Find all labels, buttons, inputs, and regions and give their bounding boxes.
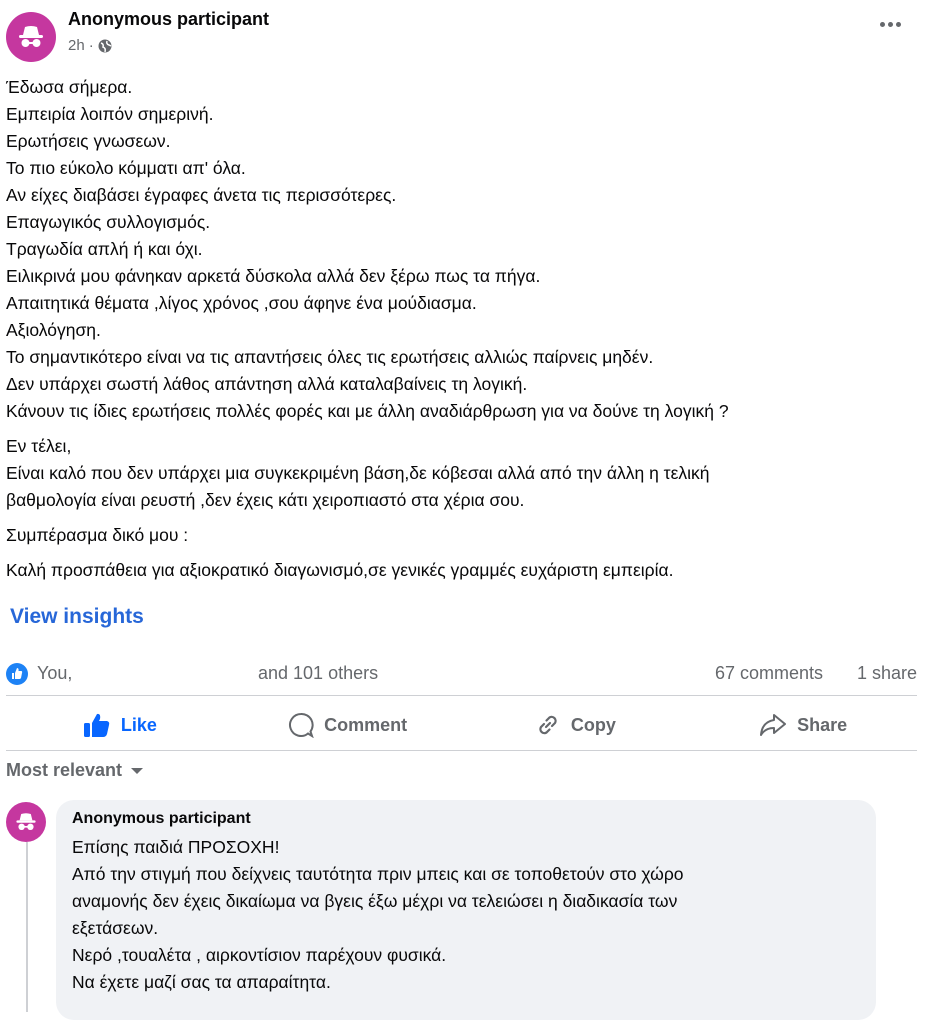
post-line: Καλή προσπάθεια για αξιοκρατικό διαγωνισμό,σε γενικές γραμμές ευχάριστη εμπειρία.: [6, 560, 674, 580]
link-icon: [535, 712, 561, 738]
like-button[interactable]: [6, 706, 234, 744]
post-meta: [68, 37, 112, 54]
comment-text: [72, 834, 860, 996]
copy-button[interactable]: [462, 706, 690, 744]
incognito-icon: [10, 806, 42, 838]
comment-bubble: [56, 800, 876, 1020]
post-line: Το σημαντικότερο είναι να τις απαντήσεις όλες τις ερωτήσεις αλλιώς παίρνεις μηδέν.: [6, 347, 654, 367]
comment-line: αναμονής δεν έχεις δικαίωμα να βγεις έξω μέχρι να τελειώσει η διαδικασία των: [72, 891, 678, 911]
post-line: Απαιτητικά θέματα ,λίγος χρόνος ,σου άφηνε ένα μούδιασμα.: [6, 293, 477, 313]
view-insights-link[interactable]: View insights: [10, 605, 144, 628]
post-author[interactable]: Anonymous participant: [68, 9, 270, 29]
post-line: Εμπειρία λοιπόν σημερινή.: [6, 104, 214, 124]
thumbs-up-icon: [83, 712, 111, 738]
post-time[interactable]: 2h: [68, 37, 85, 54]
post-actions: [6, 706, 917, 744]
more-options-icon[interactable]: [880, 22, 901, 27]
separator: ·: [88, 37, 94, 54]
post-paragraph: [6, 557, 916, 584]
reactions-others[interactable]: and 101 others: [258, 663, 379, 683]
post-line: Εν τέλει,: [6, 436, 72, 456]
post-line: Ειλικρινά μου φάνηκαν αρκετά δύσκολα αλλά δεν ξέρω πως τα πήγα.: [6, 266, 541, 286]
comment-line: Να έχετε μαζί σας τα απαραίτητα.: [72, 972, 331, 992]
comment-line: Νερό ,τουαλέτα , αιρκοντίσιον παρέχουν φυσικά.: [72, 945, 447, 965]
comment-line: Από την στιγμή που δείχνεις ταυτότητα πριν μπεις και σε τοποθετούν στο χώρο: [72, 864, 684, 884]
comment-line: Επίσης παιδιά ΠΡΟΣΟΧΗ!: [72, 837, 280, 857]
divider: [6, 750, 917, 751]
comment-author[interactable]: Anonymous participant: [72, 810, 251, 827]
comment-button[interactable]: [234, 706, 462, 744]
comment-line: εξετάσεων.: [72, 918, 159, 938]
post-line: Κάνουν τις ίδιες ερωτήσεις πολλές φορές και με άλλη αναδιάρθρωση για να δούνε τη λογική ?: [6, 401, 729, 421]
post-line: Είναι καλό που δεν υπάρχει μια συγκεκριμένη βάση,δε κόβεσαι αλλά από την άλλη η τελική: [6, 463, 710, 483]
commenter-avatar[interactable]: [6, 802, 46, 842]
divider: [6, 695, 917, 696]
post-line: Το πιο εύκολο κόμματι απ' όλα.: [6, 158, 246, 178]
post-line: Δεν υπάρχει σωστή λάθος απάντηση αλλά καταλαβαίνεις τη λογική.: [6, 374, 528, 394]
sort-label: Most relevant: [6, 760, 123, 780]
post-line: Επαγωγικός συλλογισμός.: [6, 212, 211, 232]
incognito-icon: [11, 17, 51, 57]
post-line: βαθμολογία είναι ρευστή ,δεν έχεις κάτι χειροπιαστό στα χέρια σου.: [6, 490, 525, 510]
like-label: Like: [120, 714, 157, 735]
post-paragraph: [6, 74, 916, 425]
globe-icon: [98, 39, 112, 53]
post-line: Ερωτήσεις γνωσεων.: [6, 131, 171, 151]
comments-count[interactable]: 67 comments: [715, 663, 824, 683]
post-body: [6, 74, 916, 592]
post-paragraph: [6, 433, 916, 514]
post-line: Αξιολόγηση.: [6, 320, 101, 340]
thread-line: [26, 842, 28, 1012]
post-paragraph: [6, 522, 916, 549]
shares-count[interactable]: 1 share: [856, 663, 917, 683]
author-avatar[interactable]: [6, 12, 56, 62]
post-line: Αν είχες διαβάσει έγραφες άνετα τις περισσότερες.: [6, 185, 397, 205]
comment-label: Comment: [324, 714, 408, 735]
copy-label: Copy: [570, 714, 616, 735]
share-button[interactable]: [689, 706, 917, 744]
caret-down-icon: [130, 767, 144, 775]
comment-icon: [288, 712, 314, 738]
comment-sort-dropdown[interactable]: [6, 760, 144, 781]
reactions-you[interactable]: You,: [37, 663, 73, 683]
share-label: Share: [797, 714, 848, 735]
post-line: Τραγωδία απλή ή και όχι.: [6, 239, 203, 259]
like-reaction-icon[interactable]: [6, 663, 28, 685]
share-icon: [759, 712, 787, 738]
post-line: Έδωσα σήμερα.: [6, 77, 133, 97]
post-stats: [6, 662, 917, 688]
post-line: Συμπέρασμα δικό μου :: [6, 525, 189, 545]
